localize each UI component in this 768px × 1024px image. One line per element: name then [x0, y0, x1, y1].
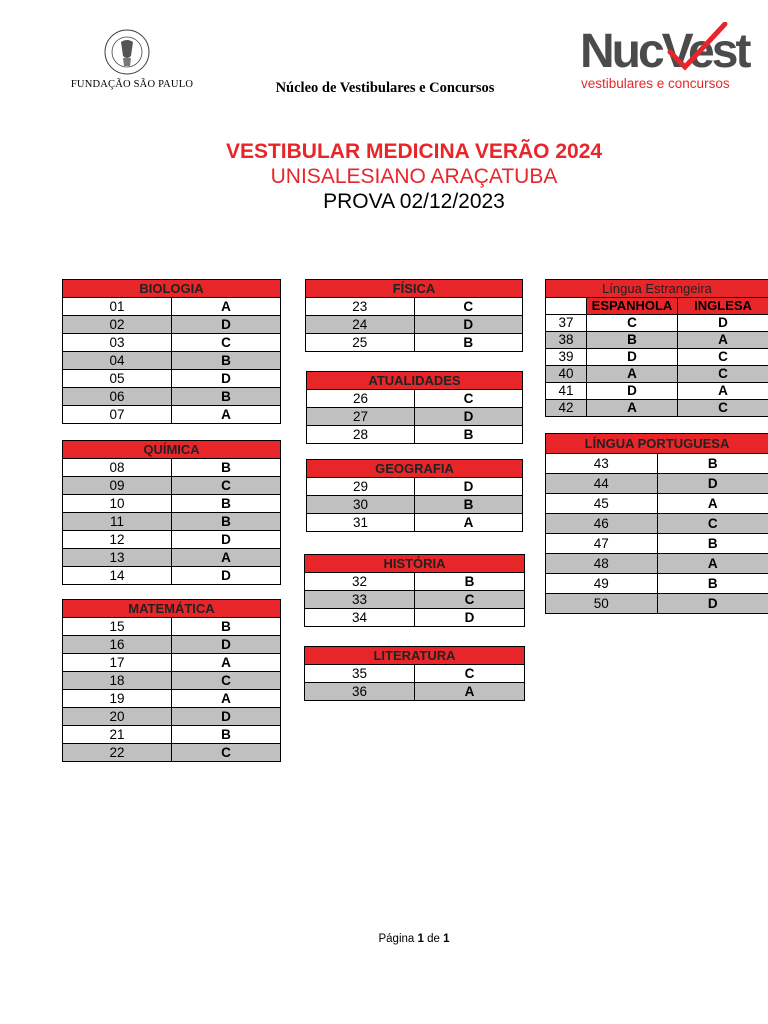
exam-date: PROVA 02/12/2023 — [323, 190, 505, 213]
question-number: 37 — [546, 315, 587, 331]
question-number: 04 — [63, 352, 172, 369]
table-header: HISTÓRIA — [305, 555, 524, 573]
table-row — [307, 425, 522, 443]
answer-letter: A — [707, 496, 718, 511]
table-row — [63, 369, 280, 387]
answer-letter: A — [221, 655, 231, 670]
page-word: Página — [378, 933, 415, 945]
answer-letter: A — [464, 684, 475, 699]
question-number: 21 — [63, 726, 172, 743]
question-number: 34 — [305, 609, 415, 626]
seal-icon — [103, 28, 151, 76]
answer-inglesa: C — [718, 366, 728, 381]
question-number: 42 — [546, 400, 587, 416]
question-number: 41 — [546, 383, 587, 399]
question-number: 09 — [63, 477, 172, 494]
question-number: 39 — [546, 349, 587, 365]
fundacao-name: FUNDAÇÃO SÃO PAULO — [70, 79, 194, 90]
answer-letter: D — [221, 568, 231, 583]
table-row — [546, 348, 768, 365]
institution-name: Núcleo de Vestibulares e Concursos — [275, 80, 495, 96]
answer-letter: B — [707, 576, 718, 591]
table-row — [306, 333, 522, 351]
answer-letter: B — [221, 496, 231, 511]
table-row — [63, 405, 280, 423]
answer-letter: D — [463, 409, 474, 424]
answer-letter: B — [221, 514, 231, 529]
table-row — [546, 493, 768, 513]
question-number: 40 — [546, 366, 587, 382]
table-header: Língua Estrangeira — [546, 280, 768, 298]
answer-espanhola: A — [587, 366, 678, 382]
table-geografia — [306, 459, 523, 532]
question-number: 10 — [63, 495, 172, 512]
table-row — [546, 593, 768, 613]
answer-letter: C — [221, 745, 231, 760]
table-row — [546, 382, 768, 399]
question-number: 35 — [305, 665, 415, 682]
question-number: 07 — [63, 406, 172, 423]
table-row — [546, 399, 768, 416]
table-row — [63, 333, 280, 351]
question-number: 32 — [305, 573, 415, 590]
table-header: GEOGRAFIA — [307, 460, 522, 478]
table-row — [546, 553, 768, 573]
question-number: 17 — [63, 654, 172, 671]
question-number: 36 — [305, 683, 415, 700]
answer-letter: B — [221, 353, 231, 368]
answer-letter: B — [221, 389, 231, 404]
table-header: QUÍMICA — [63, 441, 280, 459]
table-row — [307, 390, 522, 407]
table-row — [546, 315, 768, 331]
answer-letter: D — [463, 317, 474, 332]
table-row — [63, 725, 280, 743]
table-atualidades — [306, 371, 523, 444]
question-number: 12 — [63, 531, 172, 548]
table-header: LÍNGUA PORTUGUESA — [546, 434, 768, 454]
table-row — [63, 653, 280, 671]
table-row — [63, 635, 280, 653]
table-row — [546, 473, 768, 493]
answer-letter: C — [221, 478, 231, 493]
fundacao-sao-paulo-logo — [66, 28, 198, 94]
question-number: 46 — [546, 514, 658, 533]
question-number: 23 — [306, 298, 415, 315]
table-row — [63, 618, 280, 635]
question-number: 03 — [63, 334, 172, 351]
table-row — [546, 331, 768, 348]
table-row — [63, 671, 280, 689]
table-row — [63, 387, 280, 405]
answer-inglesa: A — [718, 383, 728, 398]
table-row — [63, 494, 280, 512]
answer-letter: C — [463, 391, 474, 406]
table-row — [305, 682, 524, 700]
table-header: ATUALIDADES — [307, 372, 522, 390]
answer-letter: D — [221, 317, 231, 332]
question-number: 27 — [307, 408, 415, 425]
table-header: MATEMÁTICA — [63, 600, 280, 618]
table-row — [63, 315, 280, 333]
table-header: FÍSICA — [306, 280, 522, 298]
sub-header — [546, 298, 768, 315]
table-header: LITERATURA — [305, 647, 524, 665]
nucvest-logo — [580, 22, 749, 92]
table-row — [63, 512, 280, 530]
question-number: 50 — [546, 594, 658, 613]
answer-letter: B — [463, 427, 474, 442]
answer-inglesa: D — [718, 315, 728, 330]
answer-espanhola: B — [587, 332, 678, 348]
table-row — [63, 476, 280, 494]
nucvest-tagline: vestibulares e concursos — [581, 76, 730, 91]
nucvest-wordmark: NucVest — [580, 25, 749, 78]
table-row — [63, 707, 280, 725]
table-row — [307, 495, 522, 513]
answer-letter: D — [707, 476, 718, 491]
table-row — [305, 608, 524, 626]
question-number: 19 — [63, 690, 172, 707]
col-espanhola: ESPANHOLA — [586, 298, 677, 314]
table-row — [307, 478, 522, 495]
table-row — [546, 533, 768, 553]
answer-letter: D — [221, 371, 231, 386]
table-fisica — [305, 279, 523, 352]
answer-letter: A — [221, 550, 231, 565]
question-number: 43 — [546, 454, 658, 473]
question-number: 01 — [63, 298, 172, 315]
answer-letter: D — [464, 610, 475, 625]
question-number: 16 — [63, 636, 172, 653]
question-number: 49 — [546, 574, 658, 593]
question-number: 06 — [63, 388, 172, 405]
of-word: de — [427, 933, 440, 945]
table-biologia — [62, 279, 281, 424]
answer-letter: C — [707, 516, 718, 531]
answer-letter: C — [221, 335, 231, 350]
table-row — [305, 665, 524, 682]
question-number: 33 — [305, 591, 415, 608]
table-row — [546, 513, 768, 533]
question-number: 20 — [63, 708, 172, 725]
question-number: 28 — [307, 426, 415, 443]
table-matematica — [62, 599, 281, 762]
answer-letter: A — [707, 556, 718, 571]
question-number: 47 — [546, 534, 658, 553]
table-literatura — [304, 646, 525, 701]
col-inglesa: INGLESA — [677, 298, 768, 314]
question-number: 18 — [63, 672, 172, 689]
question-number: 45 — [546, 494, 658, 513]
question-number: 22 — [63, 744, 172, 761]
table-row — [305, 590, 524, 608]
exam-title: VESTIBULAR MEDICINA VERÃO 2024 — [225, 140, 603, 163]
question-number: 08 — [63, 459, 172, 476]
institution-title: UNISALESIANO ARAÇATUBA — [270, 165, 558, 188]
question-number: 30 — [307, 496, 415, 513]
table-row — [546, 365, 768, 382]
answer-letter: B — [221, 727, 231, 742]
answer-letter: A — [221, 299, 231, 314]
table-row — [307, 407, 522, 425]
question-number: 14 — [63, 567, 172, 584]
answer-inglesa: A — [718, 332, 728, 347]
answer-letter: D — [463, 479, 474, 494]
checkmark-icon — [660, 22, 730, 72]
table-row — [306, 298, 522, 315]
answer-letter: B — [463, 335, 474, 350]
table-row — [63, 298, 280, 315]
answer-letter: B — [221, 460, 231, 475]
answer-letter: C — [221, 673, 231, 688]
answer-letter: B — [464, 574, 475, 589]
question-number: 38 — [546, 332, 587, 348]
blank-cell — [546, 298, 586, 314]
table-row — [546, 573, 768, 593]
question-number: 02 — [63, 316, 172, 333]
question-number: 15 — [63, 618, 172, 635]
answer-letter: D — [221, 532, 231, 547]
table-lingua-estrangeira — [545, 279, 768, 417]
answer-letter: C — [463, 299, 474, 314]
question-number: 11 — [63, 513, 172, 530]
table-row — [305, 573, 524, 590]
table-row — [63, 566, 280, 584]
table-row — [63, 530, 280, 548]
table-header: BIOLOGIA — [63, 280, 280, 298]
answer-espanhola: C — [587, 315, 678, 331]
table-row — [546, 454, 768, 473]
answer-inglesa: C — [718, 400, 728, 415]
answer-letter: A — [221, 691, 231, 706]
answer-espanhola: D — [587, 383, 678, 399]
page-footer — [0, 933, 768, 945]
question-number: 13 — [63, 549, 172, 566]
page-total: 1 — [443, 933, 450, 945]
table-row — [307, 513, 522, 531]
question-number: 05 — [63, 370, 172, 387]
question-number: 31 — [307, 514, 415, 531]
table-row — [63, 351, 280, 369]
answer-letter: C — [464, 592, 475, 607]
table-row — [63, 689, 280, 707]
question-number: 48 — [546, 554, 658, 573]
table-quimica — [62, 440, 281, 585]
table-row — [306, 315, 522, 333]
question-number: 29 — [307, 478, 415, 495]
table-historia — [304, 554, 525, 627]
answer-letter: B — [221, 619, 231, 634]
table-row — [63, 743, 280, 761]
answer-letter: B — [707, 456, 718, 471]
table-row — [63, 548, 280, 566]
answer-espanhola: D — [587, 349, 678, 365]
question-number: 26 — [307, 390, 415, 407]
answer-letter: D — [707, 596, 718, 611]
answer-letter: C — [464, 666, 475, 681]
table-lingua-portuguesa — [545, 433, 768, 614]
table-row — [63, 459, 280, 476]
question-number: 44 — [546, 474, 658, 493]
answer-espanhola: A — [587, 400, 678, 416]
question-number: 24 — [306, 316, 415, 333]
answer-letter: A — [463, 515, 474, 530]
page-number: 1 — [417, 933, 424, 945]
answer-letter: B — [707, 536, 718, 551]
answer-letter: B — [463, 497, 474, 512]
answer-letter: D — [221, 637, 231, 652]
question-number: 25 — [306, 334, 415, 351]
answer-inglesa: C — [718, 349, 728, 364]
answer-letter: D — [221, 709, 231, 724]
answer-letter: A — [221, 407, 231, 422]
